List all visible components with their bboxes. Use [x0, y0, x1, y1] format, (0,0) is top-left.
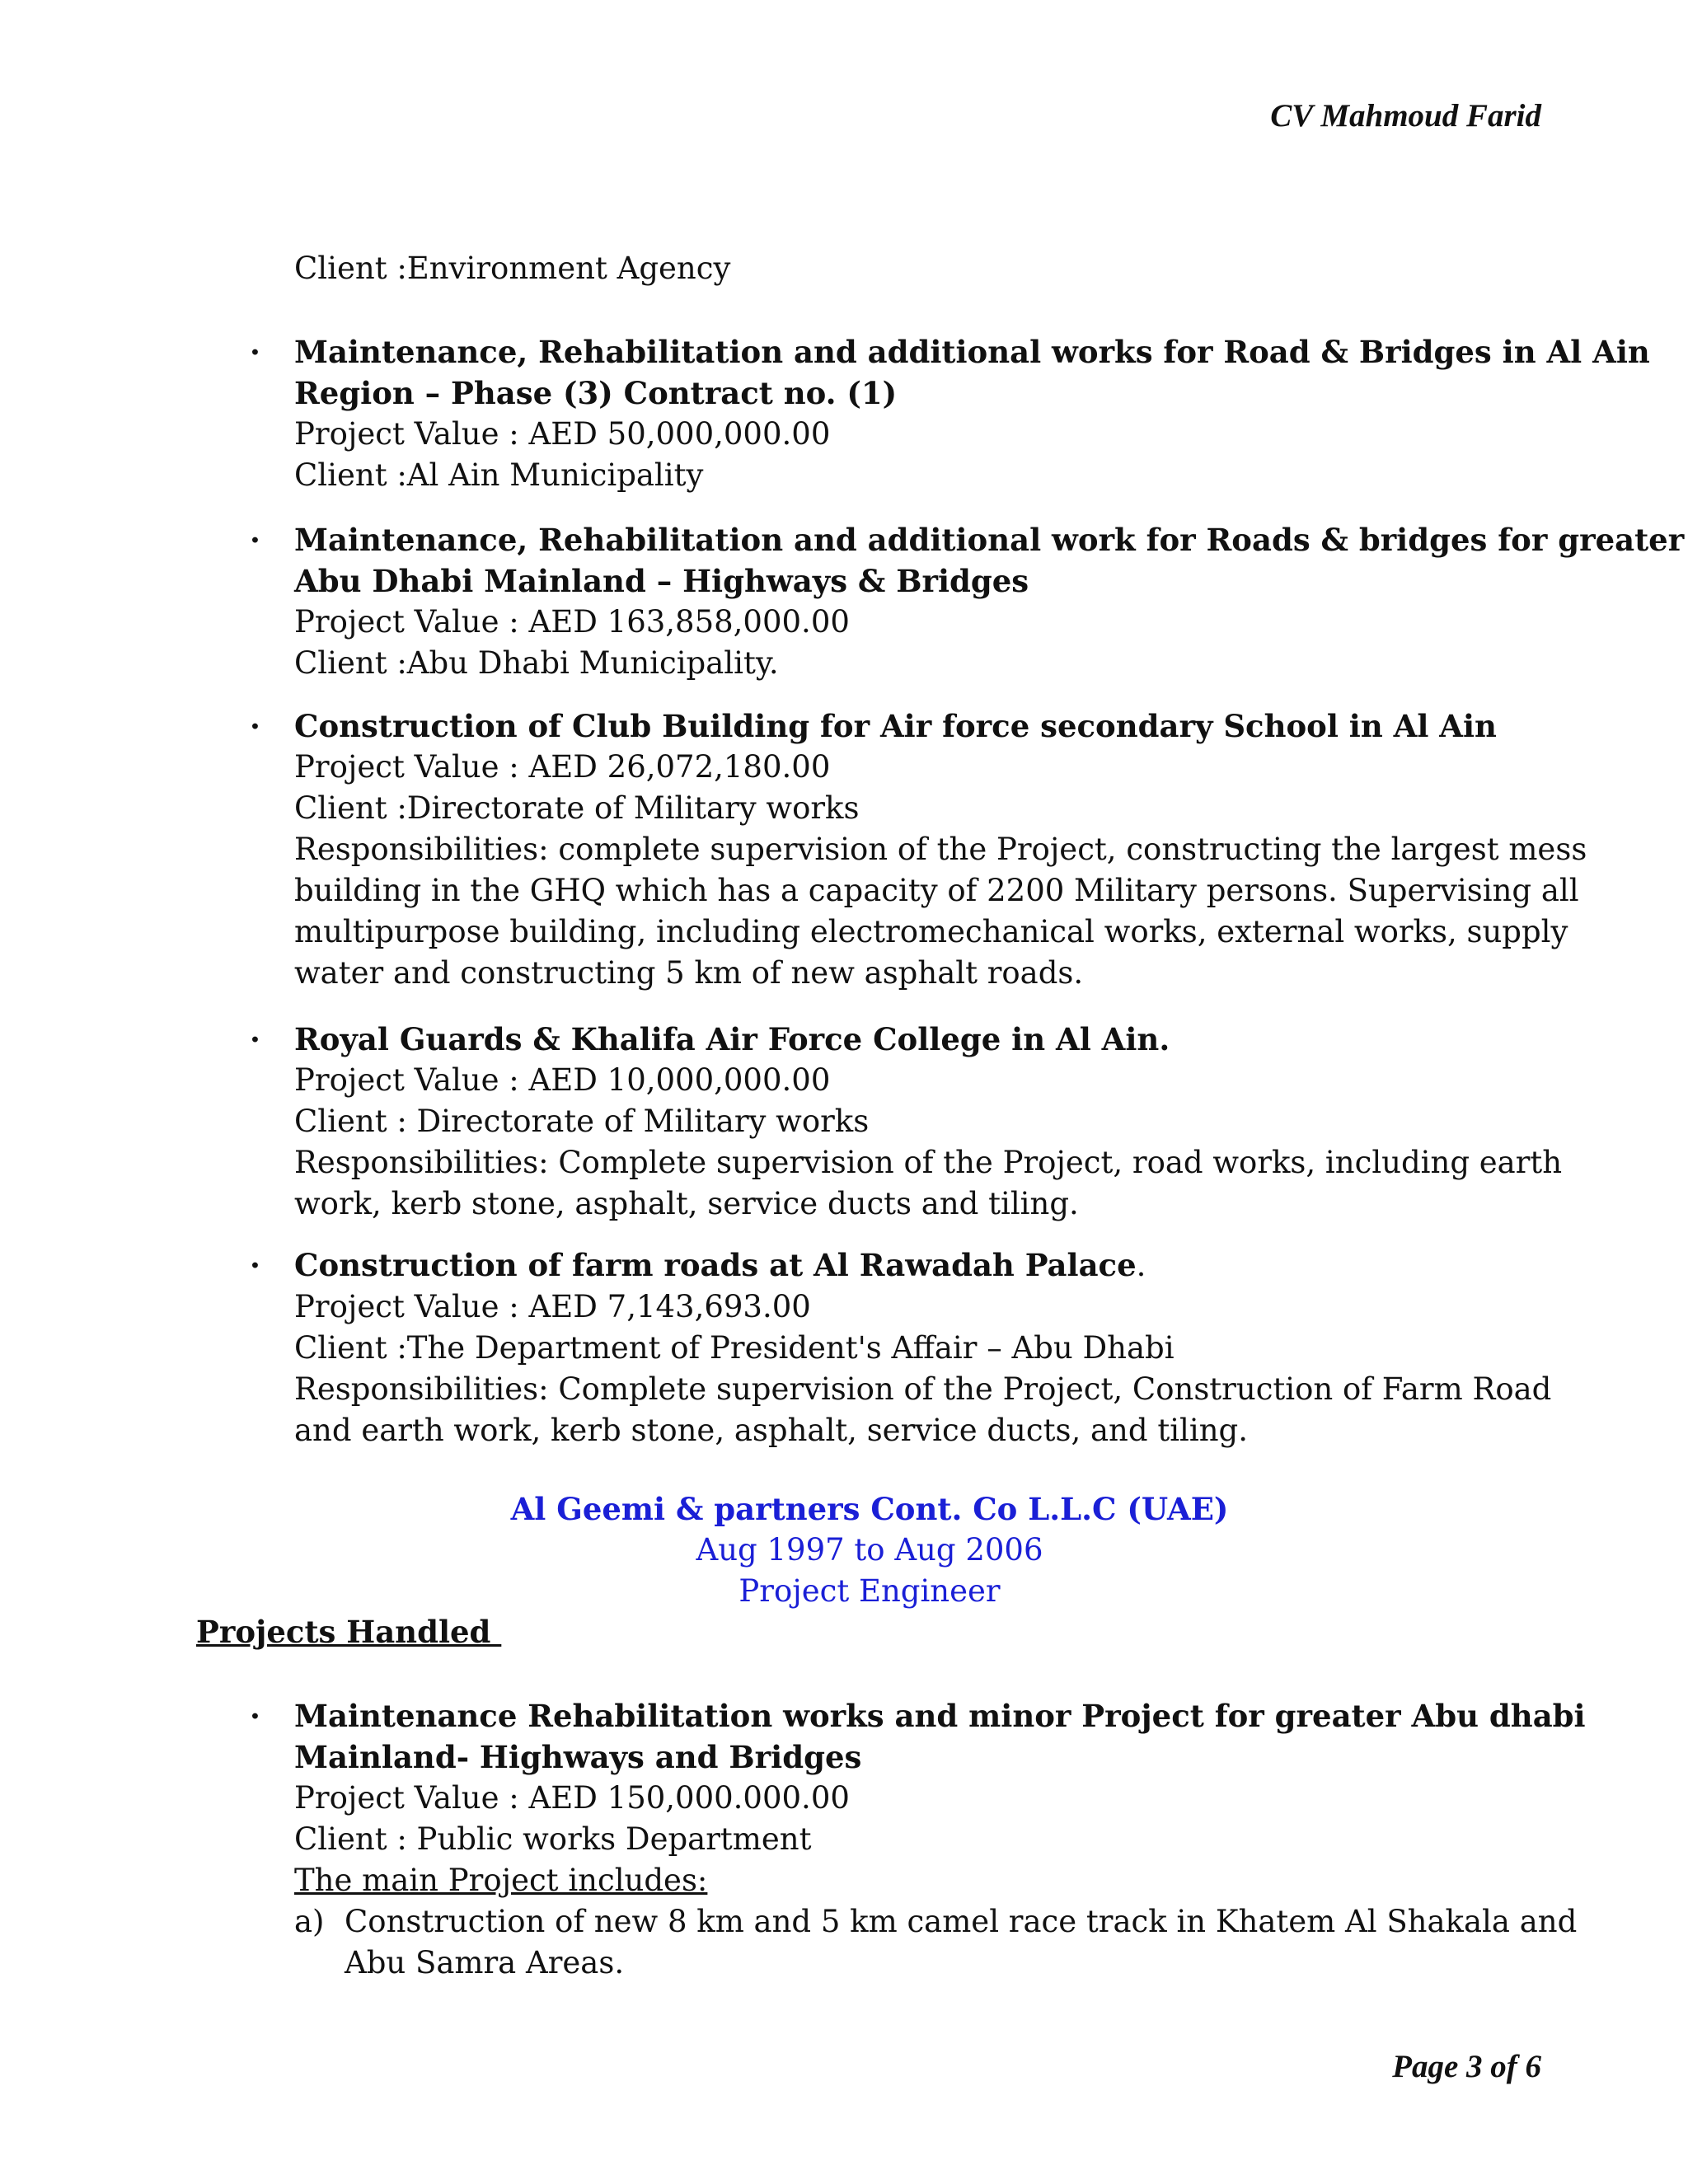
project-value: Project Value : AED 7,143,693.00: [294, 1289, 811, 1324]
project-title-line: Region – Phase (3) Contract no. (1): [294, 375, 898, 411]
project-responsibilities: Responsibilities: complete supervision of the Project, constructing the largest mess: [294, 832, 1587, 867]
project-item: [250, 519, 1685, 684]
project-value: Project Value : AED 10,000,000.00: [294, 1062, 831, 1098]
project-value: Project Value : AED 50,000,000.00: [294, 416, 831, 452]
bullet-icon: ·: [250, 708, 260, 744]
bullet-icon: ·: [250, 334, 260, 370]
project-responsibilities: multipurpose building, including electromechanical works, external works, supply: [294, 914, 1568, 949]
project-item: [250, 1695, 1586, 1984]
project-client: Client :Directorate of Military works: [294, 790, 860, 826]
project-value: Project Value : AED 150,000.000.00: [294, 1780, 850, 1816]
project-responsibilities: Responsibilities: Complete supervision of the Project, Construction of Farm Road: [294, 1371, 1552, 1407]
title-suffix: .: [1136, 1248, 1146, 1283]
company-name: Al Geemi & partners Cont. Co L.L.C (UAE): [510, 1491, 1229, 1527]
company-role: Project Engineer: [738, 1573, 1001, 1609]
page-header-title: CV Mahmoud Farid: [1270, 98, 1541, 134]
sub-item-line: Construction of new 8 km and 5 km camel race track in Khatem Al Shakala and: [345, 1904, 1578, 1939]
page-number: Page 3 of 6: [1392, 2049, 1541, 2084]
project-includes-label: The main Project includes:: [294, 1863, 708, 1898]
company-period: Aug 1997 to Aug 2006: [696, 1532, 1043, 1568]
sub-list-item: [294, 1901, 1578, 1984]
project-client: Client : Public works Department: [294, 1821, 812, 1857]
project-title-line: Maintenance, Rehabilitation and additional work for Roads & bridges for greater: [294, 522, 1685, 558]
sub-item-line: Abu Samra Areas.: [345, 1945, 625, 1980]
project-responsibilities: and earth work, kerb stone, asphalt, service ducts, and tiling.: [294, 1413, 1248, 1448]
project-title-line: Abu Dhabi Mainland – Highways & Bridges: [294, 563, 1029, 599]
bullet-icon: ·: [250, 1021, 260, 1057]
project-client: Client :Al Ain Municipality: [294, 457, 704, 493]
project-title-line: Mainland- Highways and Bridges: [294, 1739, 862, 1775]
project-client: Client :The Department of President's Affair – Abu Dhabi: [294, 1330, 1175, 1366]
project-responsibilities: Responsibilities: Complete supervision of the Project, road works, including earth: [294, 1145, 1563, 1180]
project-title-line: Maintenance Rehabilitation works and minor Project for greater Abu dhabi: [294, 1698, 1586, 1734]
project-item: [250, 705, 1587, 994]
project-responsibilities: work, kerb stone, asphalt, service ducts and tiling.: [294, 1186, 1079, 1221]
sub-item-marker: a): [294, 1904, 325, 1939]
project-responsibilities: building in the GHQ which has a capacity of 2200 Military persons. Supervising all: [294, 873, 1579, 908]
project-title-line: Construction of farm roads at Al Rawadah Palace.: [294, 1247, 1146, 1283]
project-value: Project Value : AED 163,858,000.00: [294, 604, 850, 640]
project-item: [250, 1244, 1552, 1451]
bullet-icon: ·: [250, 1247, 260, 1283]
section-heading: Projects Handled: [196, 1614, 502, 1650]
project-responsibilities: water and constructing 5 km of new asphalt roads.: [294, 955, 1084, 991]
project-client: Client : Directorate of Military works: [294, 1104, 870, 1139]
project-value: Project Value : AED 26,072,180.00: [294, 749, 831, 785]
intro-client-line: Client :Environment Agency: [294, 251, 731, 286]
project-title-line: Construction of Club Building for Air force secondary School in Al Ain: [294, 708, 1497, 744]
project-item: [250, 1019, 1563, 1225]
project-title-line: Royal Guards & Khalifa Air Force College in Al Ain.: [294, 1021, 1170, 1057]
bullet-icon: ·: [250, 522, 260, 558]
bullet-icon: ·: [250, 1698, 260, 1734]
company-block: [0, 1488, 1688, 1612]
project-client: Client :Abu Dhabi Municipality.: [294, 645, 779, 681]
project-item: [250, 331, 1650, 496]
project-title-line: Maintenance, Rehabilitation and additional works for Road & Bridges in Al Ain: [294, 334, 1650, 370]
